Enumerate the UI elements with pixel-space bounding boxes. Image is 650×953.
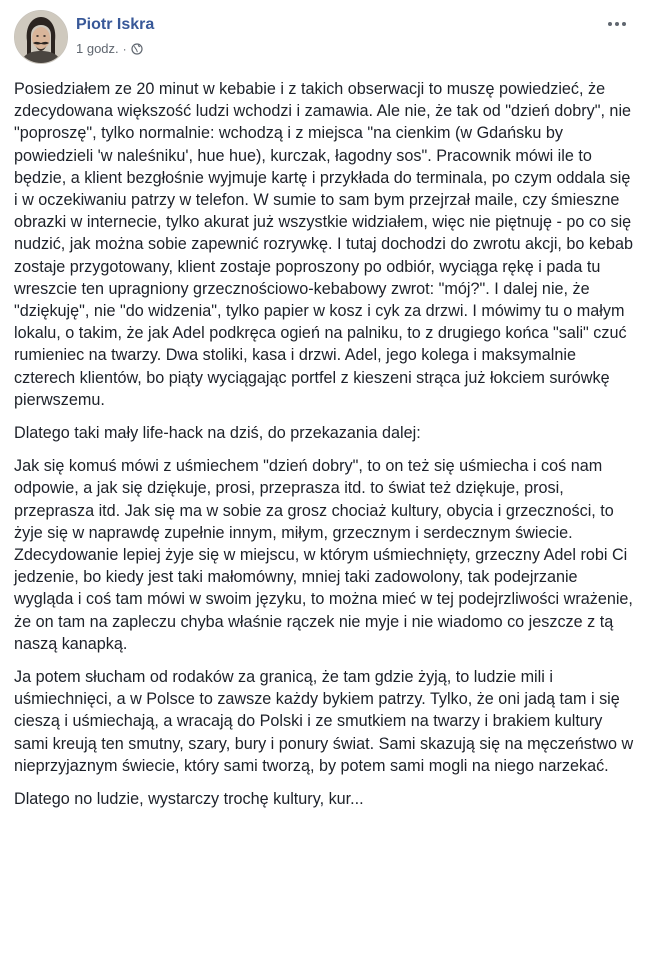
post-paragraph: Dlatego no ludzie, wystarczy trochę kultury, kur... [14, 790, 364, 809]
meta-separator: · [122, 41, 127, 56]
more-options-dot [622, 22, 626, 26]
post-paragraph: Posiedziałem ze 20 minut w kebabie i z takich obserwacji to muszę powiedzieć, że zdecydowana większość ludzi wchodzi i zamawia. Ale nie, że tak od "dzień dobry", nie "poproszę", tylko normalnie: wchodzą i z miejsca "na cienkim (w Gdańsku by powiedzieli 'w naleśniku', hue hue), kurczak, łagodny sos". Pracownik mówi ile to będzie, a klient bezgłośnie wyjmuje kartę i przykłada do terminala, po czym oddala się i w oczekiwaniu patrzy w telefon. W sumie to sam bym przejrzał maile, czy śmieszne obrazki w internecie, tylko akurat już wszystkie widziałem, więc nie piętnuję - po co się nudzić, jak można sobie zapewnić rozrywkę. I tutaj dochodzi do zwrotu akcji, bo kebab zostaje przygotowany, klient zostaje poproszony po odbiór, wyciąga rękę i pada tu wreszcie ten upragniony grzecznościowo-kebabowy zwrot: "mój?". I dalej nie, że "dziękuję", nie "do widzenia", tylko papier w kosz i cyk za drzwi. I mówimy tu o małym lokalu, o takim, że jak Adel podkręca ogień na palniku, to z drugiego końca "sali" czuć rumieniec na twarzy. Dwa stoliki, kasa i drzwi. Adel, jego kolega i maksymalnie czterech klientów, bo piąty wyciągając portfel z kieszeni strąca już łokciem surówkę pierwszemu. [14, 80, 634, 409]
more-options-dot [615, 22, 619, 26]
avatar-portrait [15, 11, 67, 63]
avatar[interactable] [14, 10, 68, 64]
post-header [14, 10, 634, 66]
post-paragraph: Jak się komuś mówi z uśmiechem "dzień dobry", to on też się uśmiecha i coś nam odpowie, a jak się dziękuje, prosi, przeprasza itd. to świat też dziękuje, prosi, przeprasza itd. Jak się ma w sobie za grosz chociaż kultury, obycia i grzeczności, to żyje się w naprawdę zupełnie innym, miłym, grzecznym i serdecznym świecie. Zdecydowanie lepiej żyje się w miejscu, w którym uśmiechnięty, grzeczny Adel robi Ci jedzenie, bo kiedy jest taki małomówny, mniej taki zadowolony, tak podejrzanie wygląda i coś tam mówi w swoim języku, to można mieć w tej podejrzliwości wrażenie, że on tam na zapleczu chyba właśnie rączek nie myje i nie wiadomo co jeszcze z tą naszą kanapką. [14, 457, 633, 653]
post-timestamp[interactable]: 1 godz. [76, 41, 119, 56]
post-paragraph: Ja potem słucham od rodaków za granicą, że tam gdzie żyją, to ludzie mili i uśmiechnięci, a w Polsce to zawsze każdy bykiem patrzy. Tylko, że oni jadą tam i się cieszą i uśmiechają, a wracają do Polski i ze smutkiem na twarzy i brakiem kultury sami kreują ten smutny, szary, bury i ponury świat. Sami skazują się na męczeństwo w nieprzyjaznym świecie, który sami tworzą, by potem sami mogli na niego narzekać. [14, 668, 634, 775]
more-options-dot [608, 22, 612, 26]
post-content [14, 78, 636, 821]
author-name[interactable]: Piotr Iskra [76, 16, 155, 33]
globe-icon[interactable] [131, 43, 143, 55]
more-options-icon[interactable] [604, 16, 630, 32]
post-paragraph: Dlatego taki mały life-hack na dziś, do przekazania dalej: [14, 424, 421, 443]
post-meta [76, 41, 143, 56]
